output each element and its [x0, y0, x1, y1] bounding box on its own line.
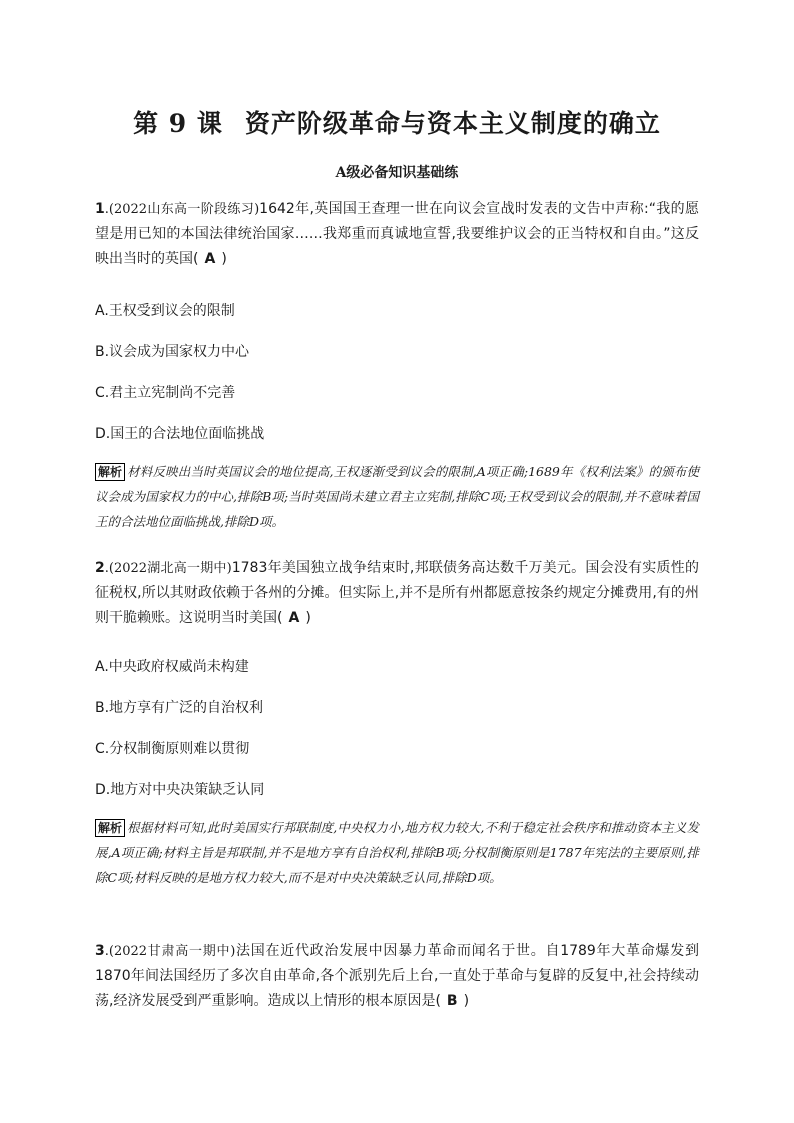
analysis-1: [95, 459, 699, 534]
page-title: [0, 104, 794, 140]
question-close: ): [305, 610, 311, 626]
question-1: [95, 197, 699, 272]
analysis-text: 材料反映出当时英国议会的地位提高,王权逐渐受到议会的限制,A项正确;1689年《权利法案》的颁布使议会成为国家权力的中心,排除B项;当时英国尚未建立君主立宪制,排除C项;王权受到议会的限制,并不意味着国王的合法地位面临挑战,排除D项。: [95, 464, 699, 529]
question-number: 2: [95, 560, 105, 576]
question-number: 3: [95, 943, 105, 959]
option-c: C.君主立宪制尚不完善: [95, 385, 236, 401]
option-d: D.地方对中央决策缺乏认同: [95, 782, 265, 798]
question-source: .(2022甘肃高一期中): [104, 944, 236, 959]
option-b: B.地方享有广泛的自治权利: [95, 700, 264, 716]
question-text: 1783年美国独立战争结束时,邦联债务高达数千万美元。国会没有实质性的征税权,所以其财政依赖于各州的分摊。但实际上,并不是所有州都愿意按条约规定分摊费用,有的州则干脆赖账。这说明当时美国(: [95, 560, 699, 626]
section-subtitle: A级必备知识基础练: [335, 165, 459, 181]
question-source: .(2022山东高一阶段练习): [104, 202, 260, 217]
question-number: 1: [95, 201, 105, 217]
question-text: 1642年,英国国王查理一世在向议会宣战时发表的文告中声称:“我的愿望是用已知的本国法律统治国家……我郑重而真诚地宣誓,我要维护议会的正当特权和自由。”这反映出当时的英国(: [95, 201, 699, 267]
question-answer: A: [204, 251, 216, 267]
question-source: .(2022湖北高一期中): [104, 561, 232, 576]
question-text: 法国在近代政治发展中因暴力革命而闻名于世。自1789年大革命爆发到1870年间法国经历了多次自由革命,各个派别先后上台,一直处于革命与复辟的反复中,社会持续动荡,经济发展受到严重影响。造成以上情形的根本原因是(: [95, 943, 699, 1009]
option-a: A.王权受到议会的限制: [95, 303, 235, 319]
option-d: D.国王的合法地位面临挑战: [95, 426, 265, 442]
question-answer: B: [446, 993, 458, 1009]
analysis-label: 解析: [95, 463, 125, 481]
question-2: [95, 556, 699, 631]
question-close: ): [463, 993, 470, 1009]
lesson-title: 资产阶级革命与资本主义制度的确立: [244, 109, 661, 138]
option-b: B.议会成为国家权力中心: [95, 344, 250, 360]
question-3: [95, 939, 699, 1014]
question-close: ): [221, 251, 227, 267]
analysis-2: [95, 815, 699, 890]
option-c: C.分权制衡原则难以贯彻: [95, 741, 250, 757]
analysis-label: 解析: [95, 819, 125, 837]
analysis-text: 根据材料可知,此时美国实行邦联制度,中央权力小,地方权力较大,不利于稳定社会秩序和推动资本主义发展,A项正确;材料主旨是邦联制,并不是地方享有自治权利,排除B项;分权制衡原则是1787年宪法的主要原则,排除C项;材料反映的是地方权力较大,而不是对中央决策缺乏认同,排除D项。: [95, 820, 699, 885]
question-answer: A: [288, 610, 300, 626]
lesson-number: 第 9 课: [133, 109, 223, 138]
option-a: A.中央政府权威尚未构建: [95, 659, 249, 675]
